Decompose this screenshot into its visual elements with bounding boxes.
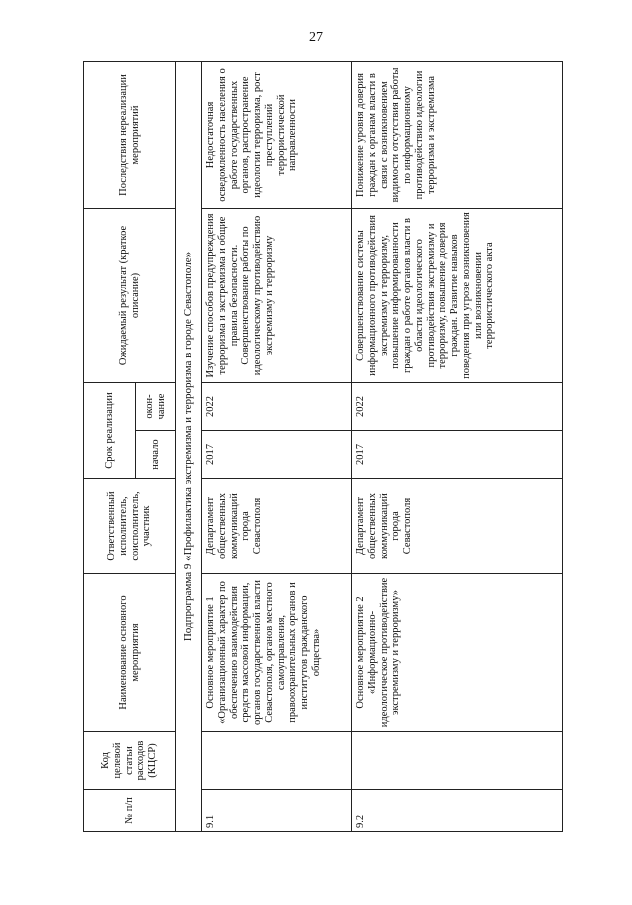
header-consequences: Последствия нереализации мероприятий [84, 61, 176, 208]
rotated-table-container [83, 62, 563, 832]
measures-table [83, 61, 563, 832]
row-end: 2022 [202, 382, 352, 430]
header-row-1 [84, 61, 136, 831]
header-term: Срок реализации [84, 382, 136, 478]
row-result: Изучение способов предупреждения терроризма и экстремизма и общие правила безопасности. Совершенствование работы по идеологическому противодействию экстремизму и терроризму [202, 208, 352, 382]
row-responsible: Департамент общественных коммуникаций города Севастополя [202, 479, 352, 574]
row-name: Основное мероприятие 1 «Организационный характер по обеспечению взаимодействия средств массовой информации, органов государственной власти Севастополя, органов местного самоуправления, правоохранительных органов и институтов гражданского общества» [202, 574, 352, 732]
table-row [352, 61, 563, 831]
row-consequences: Понижение уровня доверия граждан к органам власти в связи с возникновением видимости отсутствия работы по информационному противодействию идеологии терроризма и экстремизма [352, 61, 563, 208]
row-consequences: Недостаточная осведомленность населения о работе государственных органов, распространение идеологии терроризма, рост преступлений террористической направленности [202, 61, 352, 208]
row-num: 9.2 [352, 790, 563, 832]
row-start: 2017 [352, 431, 563, 479]
header-term-end: окон-чание [136, 382, 176, 430]
subprogram-row [176, 61, 202, 831]
rotated-table-wrapper [83, 62, 563, 832]
row-kcsr [352, 732, 563, 790]
header-term-start: начало [136, 431, 176, 479]
page-number: 27 [309, 30, 323, 45]
row-name: Основное мероприятие 2 «Информационно-идеологическое противодействие экстремизму и терроризму» [352, 574, 563, 732]
header-result: Ожидаемый результат (краткое описание) [84, 208, 176, 382]
row-end: 2022 [352, 382, 563, 430]
table-row [202, 61, 352, 831]
row-kcsr [202, 732, 352, 790]
header-kcsr: Код целевой статьи расходов (КЦСР) [84, 732, 176, 790]
row-start: 2017 [202, 431, 352, 479]
header-responsible: Ответственный исполнитель, соисполнитель, участник [84, 479, 176, 574]
header-num: № п/п [84, 790, 176, 832]
header-name: Наименование основного мероприятия [84, 574, 176, 732]
row-result: Совершенствование системы информационного противодействия экстремизму и терроризму, повышение информированности граждан о работе органов власти в области идеологического противодействия экстремизму и терроризму, повышение доверия граждан. Развитие навыков поведения при угрозе возникновения или возникновении террористического акта [352, 208, 563, 382]
subprogram-title: Подпрограмма 9 «Профилактика экстремизма и терроризма в городе Севастополе» [176, 61, 202, 831]
row-responsible: Департамент общественных коммуникаций города Севастополя [352, 479, 563, 574]
row-num: 9.1 [202, 790, 352, 832]
